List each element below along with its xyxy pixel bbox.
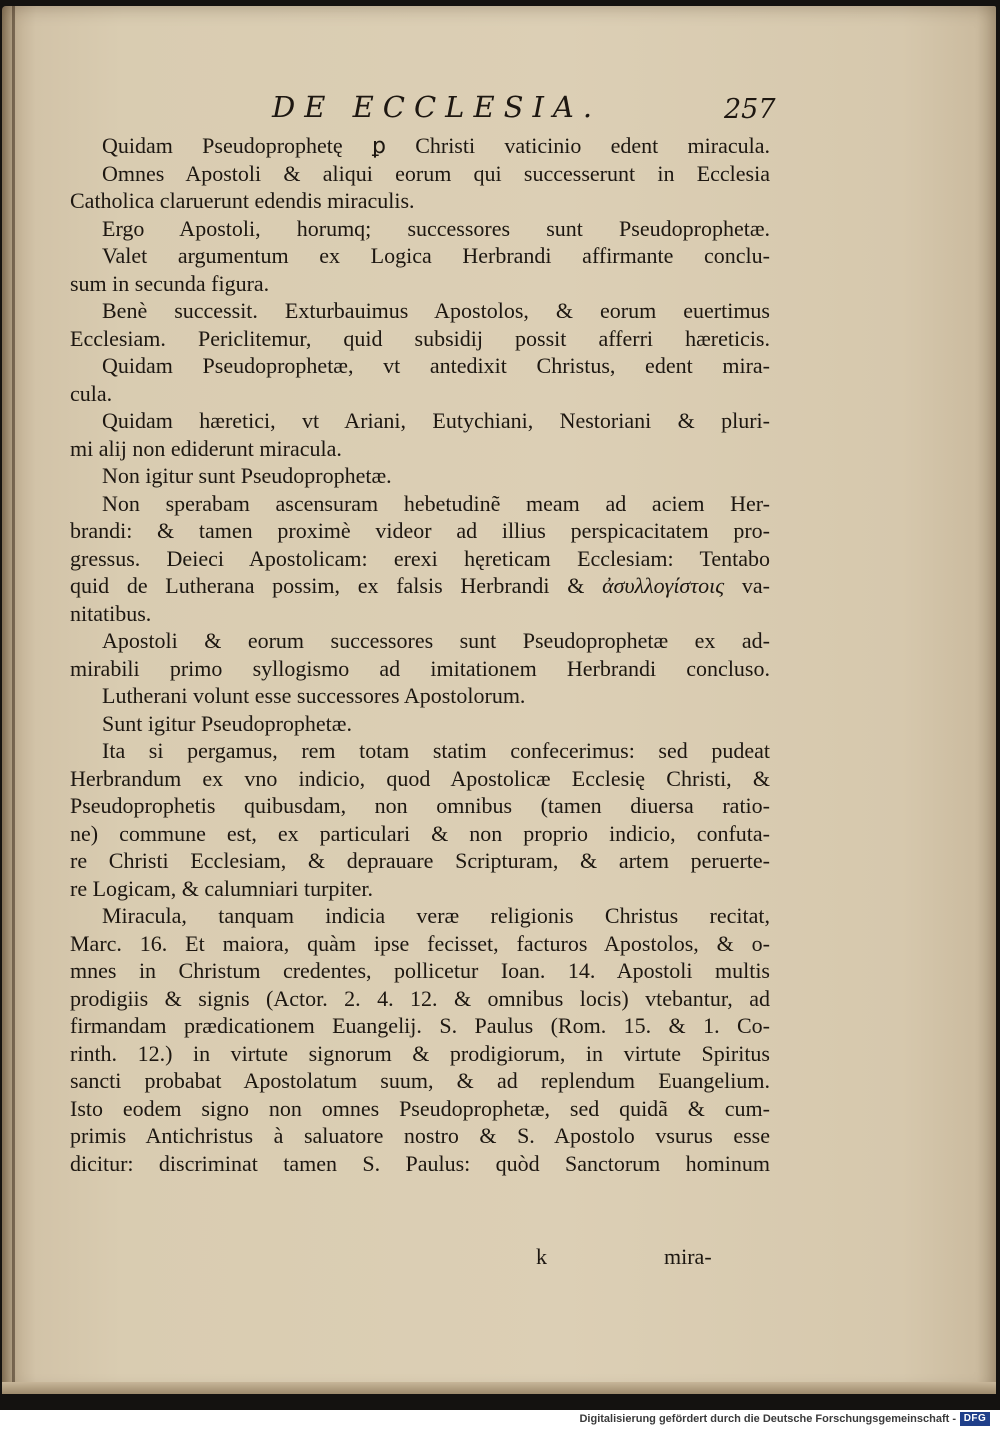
text-line: Apostoli & eorum successores sunt Pseudoprophetæ ex ad- [102,628,770,653]
page-gutter-edge [12,6,15,1394]
text-line: Non sperabam ascensuram hebetudinẽ meam ad aciem Her- [102,490,770,516]
text-segment: va- [741,573,771,598]
book-page [2,6,996,1394]
text-line: Lutherani volunt esse successores Apostolorum. [102,683,526,708]
text-line: Ergo Apostoli, horumq; successores sunt Pseudoprophetæ. [102,215,770,241]
text-line: Sunt igitur Pseudoprophetæ. [102,710,352,736]
text-line: rinth. 12.) in virtute signorum & prodigiorum, in virtute Spiritus [70,1040,770,1066]
text-line: Isto eodem signo non omnes Pseudoprophetæ, sed quidã & cum- [70,1095,770,1121]
text-line: Quidam hæretici, vt Ariani, Eutychiani, Nestoriani & pluri- [102,408,770,433]
text-line: Pseudoprophetis quibusdam, non omnibus (tamen diuersa ratio- [70,793,770,818]
text-line: cula. [70,380,113,406]
text-line: ne) commune est, ex particulari & non proprio indicio, confuta- [70,820,770,846]
text-line: Omnes Apostoli & aliqui eorum qui successerunt in Ecclesia [102,160,770,186]
text-line: firmandam prædicationem Euangelij. S. Paulus (Rom. 15. & 1. Co- [70,1013,770,1038]
text-line: Non igitur sunt Pseudoprophetæ. [102,463,392,488]
digitization-credit: Digitalisierung gefördert durch die Deutsche Forschungsgemeinschaft - [579,1413,956,1425]
text-line: Catholica claruerunt edendis miraculis. [70,188,415,213]
text-line: mirabili primo syllogismo ad imitationem Herbrandi concluso. [70,655,770,681]
text-line: Valet argumentum ex Logica Herbrandi affirmante conclu- [102,243,770,268]
text-line: nitatibus. [70,600,152,626]
text-line: dicitur: discriminat tamen S. Paulus: quòd Sanctorum hominum [70,1150,770,1176]
text-line: Benè successit. Exturbauimus Apostolos, & eorum euertimus [102,298,770,323]
text-line: prodigiis & signis (Actor. 2. 4. 12. & omnibus locis) vtebantur, ad [70,985,770,1011]
text-line: re Logicam, & calumniari turpiter. [70,875,374,901]
text-line: mnes in Christum credentes, pollicetur Ioan. 14. Apostoli multis [70,958,770,983]
text-segment: quid de Lutherana possim, ex falsis Herbrandi & [70,573,585,598]
text-line: Ecclesiam. Periclitemur, quid subsidij possit afferri hæreticis. [70,325,770,351]
text-line: Herbrandum ex vno indicio, quod Apostolicæ Ecclesię Christi, & [70,765,770,791]
text-line: Marc. 16. Et maiora, quàm ipse fecisset, facturos Apostolos, & o- [70,930,770,956]
catchword: mira- [664,1244,712,1269]
text-line: Ita si pergamus, rem totam statim confecerimus: sed pudeat [102,738,770,763]
text-line: primis Antichristus à saluatore nostro & S. Apostolo vsurus esse [70,1123,770,1148]
page-number: 257 [724,94,776,125]
text-line: brandi: & tamen proximè videor ad illius perspicacitatem pro- [70,518,770,543]
text-line: sancti probabat Apostolatum suum, & ad replendum Euangelium. [70,1068,770,1093]
page-bottom-edge [2,1382,996,1394]
page-footer-marks [2,1244,996,1274]
text-line [70,572,770,600]
greek-word: ἀσυλλογίστοις [602,573,725,598]
running-head-title: DE ECCLESIA. [272,90,602,124]
text-line: mi alij non ediderunt miracula. [70,435,342,461]
text-line: Miracula, tanquam indicia veræ religionis Christus recitat, [102,903,770,928]
text-line: sum in secunda figura. [70,270,270,296]
text-line: gressus. Deieci Apostolicam: erexi hęreticam Ecclesiam: Tentabo [70,545,770,571]
text-line: Quidam Pseudoprophetę ꝑ Christi vaticinio edent miracula. [102,133,770,158]
text-line: Quidam Pseudoprophetæ, vt antedixit Christus, edent mira- [102,353,770,378]
text-line: re Christi Ecclesiam, & deprauare Scripturam, & artem peruerte- [70,848,770,873]
signature-mark: k [536,1244,547,1269]
body-text [70,132,770,1177]
dfg-logo: DFG [960,1412,990,1426]
